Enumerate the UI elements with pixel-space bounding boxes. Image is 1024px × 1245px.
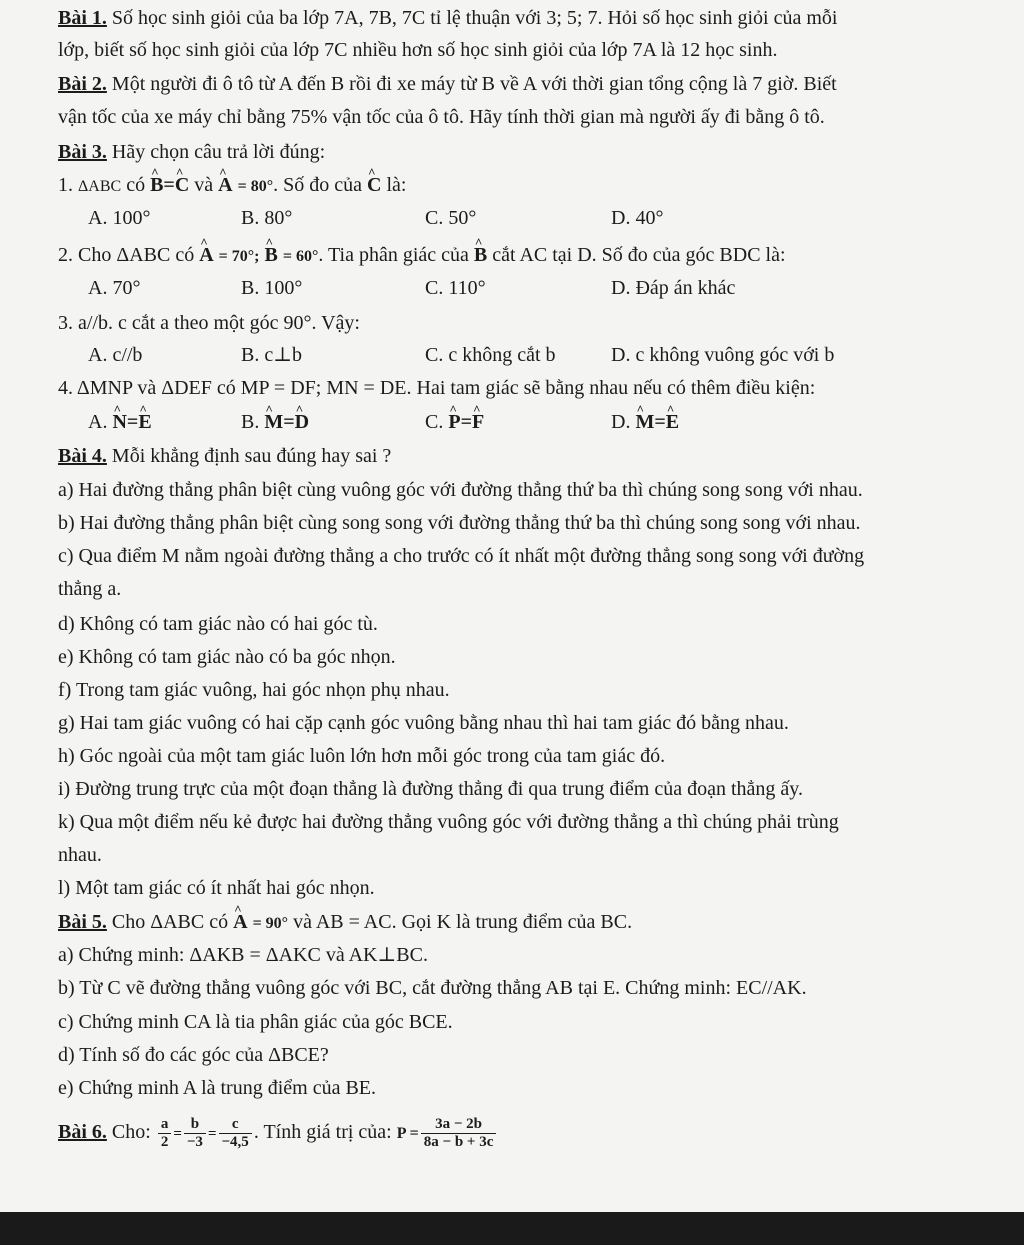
b4-item: d) Không có tam giác nào có hai góc tù.	[58, 613, 378, 635]
q1-option-c: C. 50°	[425, 207, 477, 229]
q3-option-c: C. c không cắt b	[425, 344, 556, 366]
q1-number: 1.	[58, 174, 73, 196]
angle-c-hat: C ^	[175, 173, 189, 197]
b6-line	[58, 1110, 1006, 1156]
fraction-c-minus4-5	[219, 1116, 252, 1151]
q4-option-b	[241, 410, 309, 434]
q2-option-c: C. 110°	[425, 277, 486, 299]
b5-line	[58, 910, 1006, 936]
b1-text-2: lớp, biết số học sinh giỏi của lớp 7C nhiều hơn số học sinh giỏi của lớp 7A là 12 học sinh.	[58, 39, 778, 61]
b4-item: l) Một tam giác có ít nhất hai góc nhọn.	[58, 877, 375, 899]
b6-pre: Cho:	[111, 1121, 151, 1143]
q2-b-value: = 60°	[282, 248, 319, 265]
q4-a-left: N ^	[112, 410, 126, 434]
q4-c-left: P ^	[448, 410, 460, 434]
q2-a-value: = 70°;	[218, 248, 260, 265]
q4-c-eq: =	[460, 411, 472, 433]
frac1-num: a	[158, 1116, 172, 1134]
b3-intro: Hãy chọn câu trả lời đúng:	[111, 141, 326, 163]
b5-a-value: = 90°	[252, 915, 289, 932]
q4-d-key: D.	[611, 411, 631, 433]
fraction-b-minus3	[184, 1116, 206, 1151]
b5-item: a) Chứng minh: ΔAKB = ΔAKC và AK⊥BC.	[58, 944, 428, 966]
b5-pre: Cho ΔABC có	[111, 911, 229, 933]
fraction-p	[421, 1116, 497, 1151]
bottom-dark-bar	[0, 1212, 1024, 1245]
q1-option-d: D. 40°	[611, 207, 664, 229]
b5-title: Bài 5.	[58, 911, 107, 933]
q4-d-left: M ^	[635, 410, 654, 434]
q2-option-d: D. Đáp án khác	[611, 277, 736, 299]
q1-option-a: A. 100°	[88, 207, 151, 229]
b4-item: g) Hai tam giác vuông có hai cặp cạnh góc vuông bằng nhau thì hai tam giác đó bằng nhau.	[58, 712, 789, 734]
q4-a-key: A.	[88, 411, 108, 433]
angle-b-hat: B ^	[150, 173, 163, 197]
b2-title: Bài 2.	[58, 73, 107, 95]
frac1-den: 2	[160, 1133, 169, 1150]
b6-p-label: P =	[396, 1125, 419, 1142]
q3-option-a: A. c//b	[88, 344, 143, 366]
b4-item: thẳng a.	[58, 578, 122, 600]
b1-text-1: Số học sinh giỏi của ba lớp 7A, 7B, 7C tỉ lệ thuận với 3; 5; 7. Hỏi số học sinh giỏi của mỗi	[111, 7, 838, 29]
q1-triangle: ΔABC	[78, 178, 122, 195]
q1-tail: . Số đo của	[273, 174, 363, 196]
q4-option-c	[425, 410, 484, 434]
b3-q1	[58, 173, 1006, 199]
b1-line-1	[58, 6, 1006, 30]
q1-la: là:	[386, 174, 407, 196]
b5-angle-a-hat: A ^	[233, 910, 247, 934]
q4-option-d	[611, 410, 679, 434]
angle-a-hat: A ^	[218, 173, 232, 197]
b4-title: Bài 4.	[58, 445, 107, 467]
b4-intro: Mỗi khẳng định sau đúng hay sai ?	[111, 445, 392, 467]
b4-item: nhau.	[58, 844, 102, 866]
frac2-den: −3	[186, 1133, 203, 1150]
b6-title: Bài 6.	[58, 1121, 107, 1143]
b3-q2	[58, 243, 1006, 269]
q4-option-a	[88, 410, 152, 434]
b5-item: b) Từ C vẽ đường thẳng vuông góc với BC, cắt đường thẳng AB tại E. Chứng minh: EC//AK.	[58, 977, 807, 999]
b4-item: f) Trong tam giác vuông, hai góc nhọn phụ nhau.	[58, 679, 450, 701]
b4-item: k) Qua một điểm nếu kẻ được hai đường thẳng vuông góc với đường thẳng a thì chúng phải trùng	[58, 811, 839, 833]
b5-item: e) Chứng minh A là trung điểm của BE.	[58, 1077, 377, 1099]
q4-c-key: C.	[425, 411, 444, 433]
b4-item: a) Hai đường thẳng phân biệt cùng vuông góc với đường thẳng thứ ba thì chúng song song với nhau.	[58, 479, 863, 501]
frac2-num: b	[184, 1116, 206, 1134]
q4-b-eq: =	[283, 411, 295, 433]
b2-line-1	[58, 72, 1006, 96]
b4-item: c) Qua điểm M nằm ngoài đường thẳng a cho trước có ít nhất một đường thẳng song song với đường	[58, 545, 865, 567]
fraction-a-2	[158, 1116, 172, 1151]
q1-co: có	[126, 174, 146, 196]
b5-item: d) Tính số đo các góc của ΔBCE?	[58, 1044, 329, 1066]
q4-d-right: E ^	[666, 410, 679, 434]
b3-q4: 4. ΔMNP và ΔDEF có MP = DF; MN = DE. Hai tam giác sẽ bằng nhau nếu có thêm điều kiện:	[58, 377, 816, 399]
b6-eq1: =	[173, 1126, 182, 1142]
b3-title: Bài 3.	[58, 141, 107, 163]
q2-tail: cắt AC tại D. Số đo của góc BDC là:	[492, 244, 786, 266]
q4-a-right: E ^	[138, 410, 151, 434]
b5-item: c) Chứng minh CA là tia phân giác của góc BCE.	[58, 1011, 453, 1033]
q2-pre: 2. Cho ΔABC có	[58, 244, 195, 266]
b5-tail: và AB = AC. Gọi K là trung điểm của BC.	[293, 911, 633, 933]
angle-c-hat-2: C ^	[367, 173, 381, 197]
q4-b-left: M ^	[264, 410, 283, 434]
b2-text-1: Một người đi ô tô từ A đến B rồi đi xe máy từ B về A với thời gian tổng cộng là 7 giờ. Biết	[111, 73, 837, 95]
q1-a-value: = 80°	[237, 178, 274, 195]
b3-line	[58, 140, 1006, 164]
b6-eq2: =	[207, 1126, 217, 1142]
q2-option-a: A. 70°	[88, 277, 141, 299]
q2-angle-a-hat: A ^	[199, 243, 213, 267]
q4-d-eq: =	[654, 411, 666, 433]
q3-option-b: B. c⊥b	[241, 344, 303, 366]
q4-c-right: F ^	[472, 410, 484, 434]
p-numerator: 3a − 2b	[421, 1116, 497, 1134]
q2-angle-b-hat: B ^	[265, 243, 278, 267]
b6-mid: . Tính giá trị của:	[253, 1121, 392, 1143]
q4-a-eq: =	[126, 411, 139, 433]
b4-item: e) Không có tam giác nào có ba góc nhọn.	[58, 646, 396, 668]
q4-b-key: B.	[241, 411, 260, 433]
q2-mid: . Tia phân giác của	[318, 244, 469, 266]
q3-option-d: D. c không vuông góc với b	[611, 344, 835, 366]
q1-va: và	[194, 174, 214, 196]
b4-item: h) Góc ngoài của một tam giác luôn lớn hơn mỗi góc trong của tam giác đó.	[58, 745, 666, 767]
b2-text-2: vận tốc của xe máy chỉ bằng 75% vận tốc của ô tô. Hãy tính thời gian mà người ấy đi bằng ô tô.	[58, 106, 825, 128]
q1-eq: =	[163, 174, 175, 196]
b4-item: i) Đường trung trực của một đoạn thẳng là đường thẳng đi qua trung điểm của đoạn thẳng ấy.	[58, 778, 803, 800]
q2-angle-b-hat-2: B ^	[474, 243, 487, 267]
b1-title: Bài 1.	[58, 7, 107, 29]
frac3-den: −4,5	[221, 1133, 249, 1150]
b4-line	[58, 444, 1006, 468]
p-denominator: 8a − b + 3c	[423, 1133, 494, 1150]
q1-option-b: B. 80°	[241, 207, 293, 229]
b3-q3: 3. a//b. c cắt a theo một góc 90°. Vậy:	[58, 312, 360, 334]
b4-item: b) Hai đường thẳng phân biệt cùng song song với đường thẳng thứ ba thì chúng song song với nhau.	[58, 512, 861, 534]
q2-option-b: B. 100°	[241, 277, 303, 299]
q4-b-right: D ^	[295, 410, 309, 434]
frac3-num: c	[219, 1116, 252, 1134]
